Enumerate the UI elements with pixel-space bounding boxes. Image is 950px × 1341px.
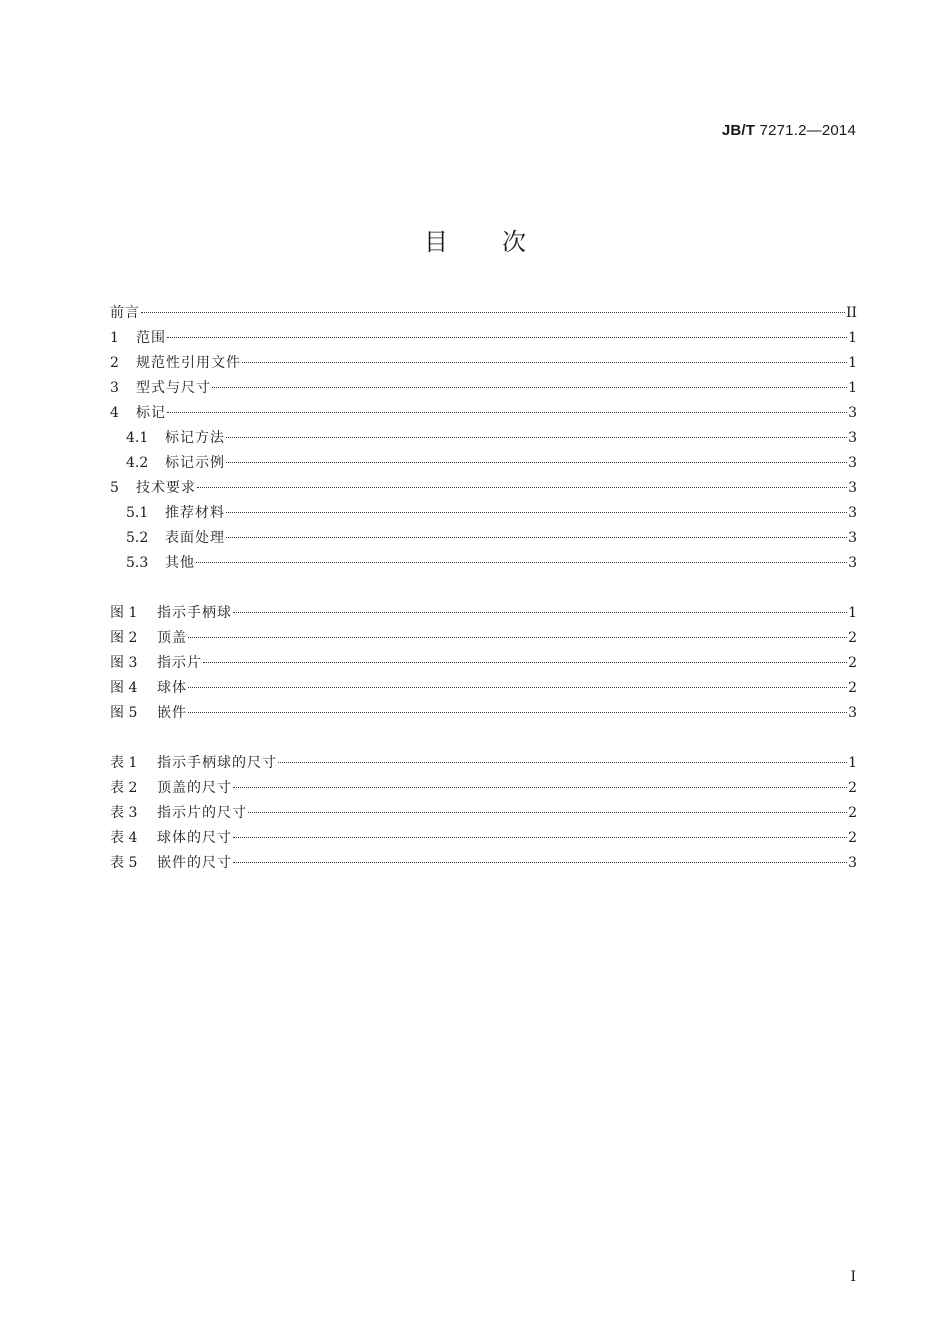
- toc-entry[interactable]: [110, 701, 857, 726]
- toc-entry[interactable]: [110, 801, 857, 826]
- page-number: I: [850, 1269, 856, 1285]
- toc-figures: [110, 601, 857, 726]
- toc-entry-label: 球体: [157, 680, 187, 696]
- toc-entry-label: 其他: [165, 555, 195, 571]
- standard-prefix: JB/T: [721, 122, 756, 139]
- toc-entry-label: 型式与尺寸: [136, 380, 211, 396]
- dot-leader: [233, 862, 847, 863]
- toc-entry[interactable]: [110, 651, 857, 676]
- dot-leader: [212, 387, 847, 388]
- toc-sections: [110, 301, 857, 576]
- toc-entry[interactable]: [110, 326, 857, 351]
- toc-entry-page: 3: [848, 405, 857, 421]
- toc-entry-page: 3: [848, 430, 857, 446]
- toc-entry-page: 3: [848, 480, 857, 496]
- toc-entry-page: 3: [848, 555, 857, 571]
- toc-entry[interactable]: [110, 426, 857, 451]
- dot-leader: [248, 812, 847, 813]
- dot-leader: [233, 787, 847, 788]
- dot-leader: [167, 337, 847, 338]
- toc-entry-page: 2: [848, 655, 857, 671]
- toc-entry-number: 5: [110, 480, 119, 496]
- toc-entry-label: 指示手柄球: [157, 605, 232, 621]
- dot-leader: [203, 662, 847, 663]
- toc-entry-number: 4.2: [126, 455, 149, 471]
- toc-entry[interactable]: [110, 826, 857, 851]
- toc-entry-label: 推荐材料: [165, 505, 225, 521]
- dot-leader: [167, 412, 847, 413]
- dot-leader: [141, 312, 845, 313]
- toc-entry-page: 3: [848, 455, 857, 471]
- dot-leader: [226, 462, 847, 463]
- toc-entry[interactable]: [110, 376, 857, 401]
- toc-entry[interactable]: [110, 501, 857, 526]
- dot-leader: [197, 487, 847, 488]
- toc-entry-label: 范围: [136, 330, 166, 346]
- toc-entry-label: 前言: [110, 305, 140, 321]
- toc-entry-number: 3: [110, 380, 119, 396]
- toc-entry-number: 表 5: [110, 855, 138, 871]
- toc-entry[interactable]: [110, 476, 857, 501]
- toc-entry-number: 表 1: [110, 755, 138, 771]
- toc-entry-number: 图 4: [110, 680, 138, 696]
- toc-entry[interactable]: [110, 751, 857, 776]
- toc-entry-number: 图 1: [110, 605, 138, 621]
- toc-entry-page: 1: [848, 380, 857, 396]
- toc-entry[interactable]: [110, 676, 857, 701]
- toc-entry-page: 2: [848, 830, 857, 846]
- toc-entry-label: 标记示例: [165, 455, 225, 471]
- toc-entry-label: 标记方法: [165, 430, 225, 446]
- table-of-contents: [110, 301, 857, 876]
- dot-leader: [188, 687, 847, 688]
- toc-entry-page: II: [845, 305, 857, 321]
- toc-entry-page: 3: [848, 855, 857, 871]
- toc-entry-page: 2: [848, 805, 857, 821]
- toc-entry-label: 球体的尺寸: [157, 830, 232, 846]
- toc-entry-page: 1: [848, 330, 857, 346]
- dot-leader: [278, 762, 847, 763]
- toc-entry-number: 1: [110, 330, 119, 346]
- toc-entry-page: 2: [848, 630, 857, 646]
- dot-leader: [188, 712, 847, 713]
- toc-entry-number: 图 3: [110, 655, 138, 671]
- toc-entry-number: 图 5: [110, 705, 138, 721]
- toc-entry[interactable]: [110, 601, 857, 626]
- dot-leader: [226, 512, 847, 513]
- dot-leader: [226, 437, 847, 438]
- toc-entry-label: 指示片: [157, 655, 202, 671]
- toc-entry-number: 5.2: [126, 530, 149, 546]
- toc-entry-page: 2: [848, 780, 857, 796]
- toc-entry-label: 技术要求: [136, 480, 196, 496]
- toc-entry-page: 3: [848, 530, 857, 546]
- toc-entry[interactable]: [110, 851, 857, 876]
- toc-entry[interactable]: [110, 776, 857, 801]
- dot-leader: [196, 562, 847, 563]
- toc-entry-page: 1: [848, 355, 857, 371]
- toc-entry-page: 2: [848, 680, 857, 696]
- toc-entry[interactable]: [110, 451, 857, 476]
- toc-entry-label: 规范性引用文件: [136, 355, 241, 371]
- toc-entry-label: 顶盖: [157, 630, 187, 646]
- toc-entry-number: 图 2: [110, 630, 138, 646]
- dot-leader: [242, 362, 847, 363]
- toc-entry-number: 表 3: [110, 805, 138, 821]
- toc-entry[interactable]: [110, 526, 857, 551]
- dot-leader: [233, 612, 847, 613]
- toc-entry-number: 表 4: [110, 830, 138, 846]
- toc-entry-page: 1: [848, 605, 857, 621]
- toc-entry-number: 2: [110, 355, 119, 371]
- standard-number: [722, 122, 856, 139]
- toc-entry[interactable]: [110, 401, 857, 426]
- page-title: 目次: [424, 228, 580, 256]
- toc-entry-label: 嵌件: [157, 705, 187, 721]
- toc-entry-number: 5.3: [126, 555, 149, 571]
- toc-gap: [110, 726, 857, 751]
- dot-leader: [188, 637, 847, 638]
- dot-leader: [226, 537, 847, 538]
- dot-leader: [233, 837, 847, 838]
- toc-entry-page: 3: [848, 705, 857, 721]
- toc-entry[interactable]: [110, 551, 857, 576]
- toc-entry[interactable]: [110, 351, 857, 376]
- standard-code: 7271.2—2014: [755, 122, 856, 139]
- toc-entry-label: 表面处理: [165, 530, 225, 546]
- toc-entry-label: 顶盖的尺寸: [157, 780, 232, 796]
- toc-entry-number: 4.1: [126, 430, 149, 446]
- toc-gap: [110, 576, 857, 601]
- toc-entry-page: 3: [848, 505, 857, 521]
- toc-entry-label: 标记: [136, 405, 166, 421]
- toc-entry-page: 1: [848, 755, 857, 771]
- toc-entry-label: 指示手柄球的尺寸: [157, 755, 277, 771]
- toc-tables: [110, 751, 857, 876]
- toc-entry-number: 5.1: [126, 505, 149, 521]
- toc-entry-number: 4: [110, 405, 119, 421]
- toc-entry[interactable]: [110, 626, 857, 651]
- toc-entry-number: 表 2: [110, 780, 138, 796]
- toc-entry-label: 嵌件的尺寸: [157, 855, 232, 871]
- toc-entry-label: 指示片的尺寸: [157, 805, 247, 821]
- toc-entry[interactable]: [110, 301, 857, 326]
